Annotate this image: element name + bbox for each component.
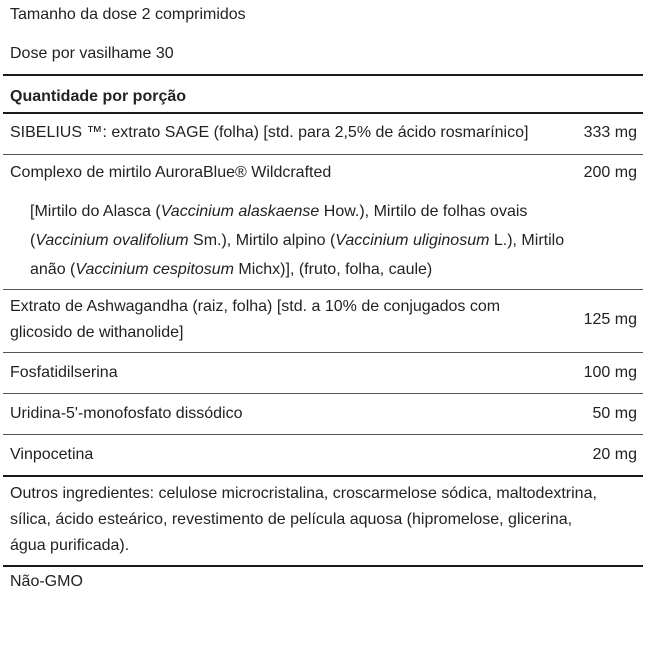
- servings-per-container: Dose por vasilhame 30: [10, 45, 174, 62]
- ingredient-row: [3, 290, 643, 352]
- ingredient-row: [3, 394, 643, 434]
- ingredient-amount: 20 mg: [592, 446, 637, 463]
- ingredient-row: [3, 353, 643, 393]
- ingredient-amount: 333 mg: [583, 124, 637, 141]
- ingredient-amount: 50 mg: [592, 405, 637, 422]
- other-ingredients: Outros ingredientes: celulose microcristalina, croscarmelose sódica, maltodextrina, sílica, ácido esteárico, revestimento de película aquosa (hipromelose, glicerina, água purificada).: [10, 485, 597, 554]
- ingredient-amount: 200 mg: [583, 164, 637, 181]
- ingredient-amount: 125 mg: [583, 311, 637, 328]
- ingredient-row: [3, 155, 643, 289]
- ingredient-name: Uridina-5'-monofosfato dissódico: [10, 405, 243, 422]
- serving-size: Tamanho da dose 2 comprimidos: [10, 6, 246, 23]
- ingredient-name: Extrato de Ashwagandha (raiz, folha) [std. a 10% de conjugados com glicosido de withanolide]: [10, 298, 501, 341]
- amount-per-serving-heading: Quantidade por porção: [10, 88, 187, 105]
- ingredient-name: Fosfatidilserina: [10, 364, 118, 381]
- ingredient-name: Complexo de mirtilo AuroraBlue® Wildcrafted: [10, 164, 332, 181]
- ingredient-sub-description: [Mirtilo do Alasca (Vaccinium alaskaense How.), Mirtilo de folhas ovais (Vaccinium ovalifolium Sm.), Mirtilo alpino (Vaccinium uliginosum L.), Mirtilo anão (Vaccinium cespitosum Michx)], (fruto, folha, caule): [30, 203, 565, 278]
- supplement-facts-panel: [3, 0, 643, 595]
- ingredient-name: SIBELIUS ™: extrato SAGE (folha) [std. para 2,5% de ácido rosmarínico]: [10, 124, 529, 141]
- non-gmo-label: Não-GMO: [10, 573, 83, 590]
- ingredient-row: [3, 114, 643, 154]
- ingredient-amount: 100 mg: [583, 364, 637, 381]
- ingredient-name: Vinpocetina: [10, 446, 94, 463]
- ingredient-row: [3, 435, 643, 475]
